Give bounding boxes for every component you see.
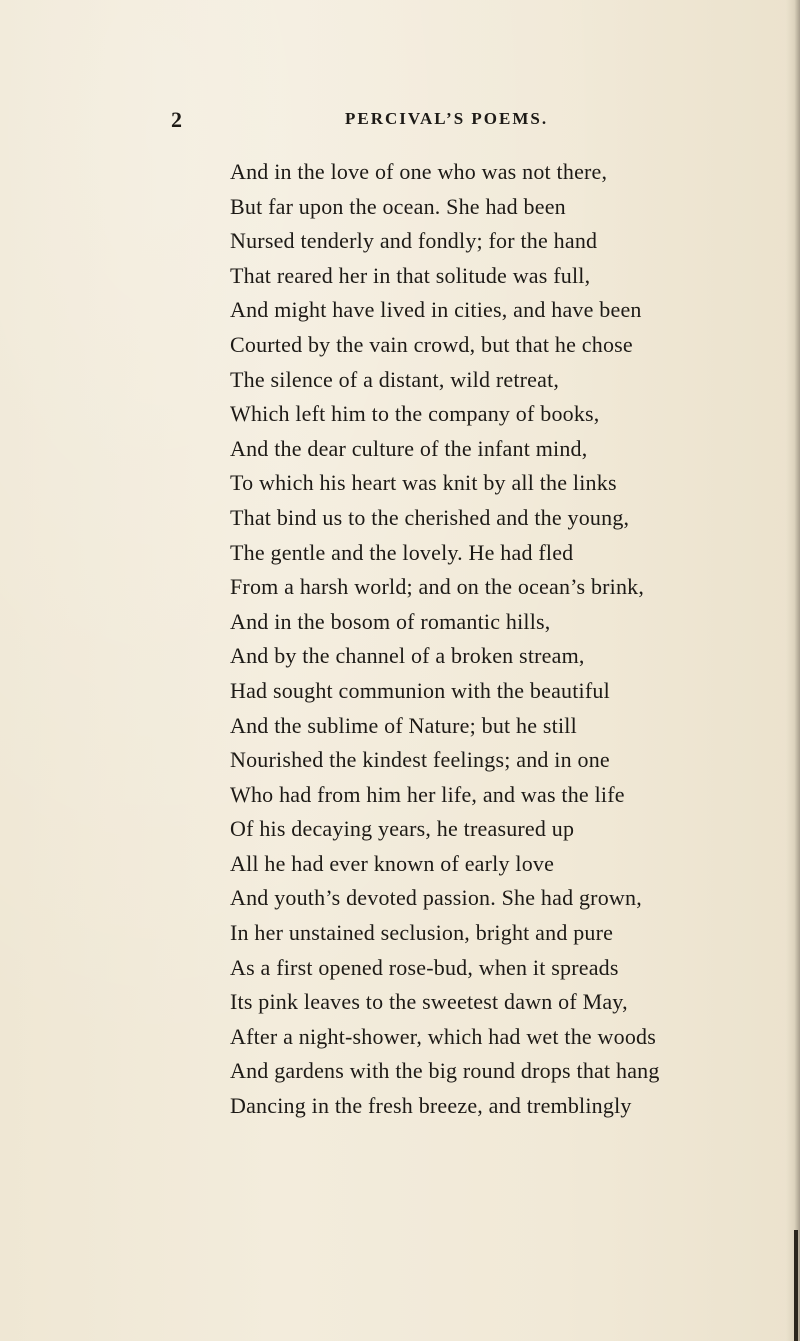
poem-line: As a first opened rose-bud, when it spreads [230,954,619,980]
poem-line: And by the channel of a broken stream, [230,643,585,669]
page-header [0,107,800,137]
poem-line: And in the bosom of romantic hills, [230,608,551,634]
poem-line: From a harsh world; and on the ocean’s brink, [230,574,645,600]
poem-line: Who had from him her life, and was the life [230,781,625,807]
poem-line: Its pink leaves to the sweetest dawn of May, [230,989,628,1015]
poem-line: To which his heart was knit by all the links [230,470,617,496]
poem-line: And might have lived in cities, and have been [230,297,642,323]
poem-line: Courted by the vain crowd, but that he chose [230,331,633,357]
poem-line: Dancing in the fresh breeze, and tremblingly [230,1093,632,1119]
poem-line: And gardens with the big round drops that hang [230,1058,660,1084]
poem-line: But far upon the ocean. She had been [230,193,566,219]
poem-line: And the dear culture of the infant mind, [230,435,588,461]
poem-text [230,155,775,1124]
poem-line: Had sought communion with the beautiful [230,677,610,703]
poem-line: Of his decaying years, he treasured up [230,816,575,842]
page-number: 2 [171,107,183,132]
poem-line: The gentle and the lovely. He had fled [230,539,574,565]
poem-line: The silence of a distant, wild retreat, [230,366,560,392]
running-title: PERCIVAL’S POEMS. [345,109,549,128]
poem-line: Which left him to the company of books, [230,401,600,427]
poem-line: And youth’s devoted passion. She had grown, [230,885,642,911]
poem-line: Nursed tenderly and fondly; for the hand [230,228,598,254]
poem-line: That reared her in that solitude was full, [230,262,591,288]
poem-line: Nourished the kindest feelings; and in one [230,747,610,773]
poem-line: All he had ever known of early love [230,850,555,876]
poem-line: And in the love of one who was not there, [230,159,608,184]
page-edge-line [794,1230,798,1341]
poem-line: After a night-shower, which had wet the woods [230,1023,657,1049]
poem-line: And the sublime of Nature; but he still [230,712,577,738]
poem-line: In her unstained seclusion, bright and pure [230,920,614,946]
page-edge-shadow [786,0,800,1341]
poem-line: That bind us to the cherished and the young, [230,504,630,530]
